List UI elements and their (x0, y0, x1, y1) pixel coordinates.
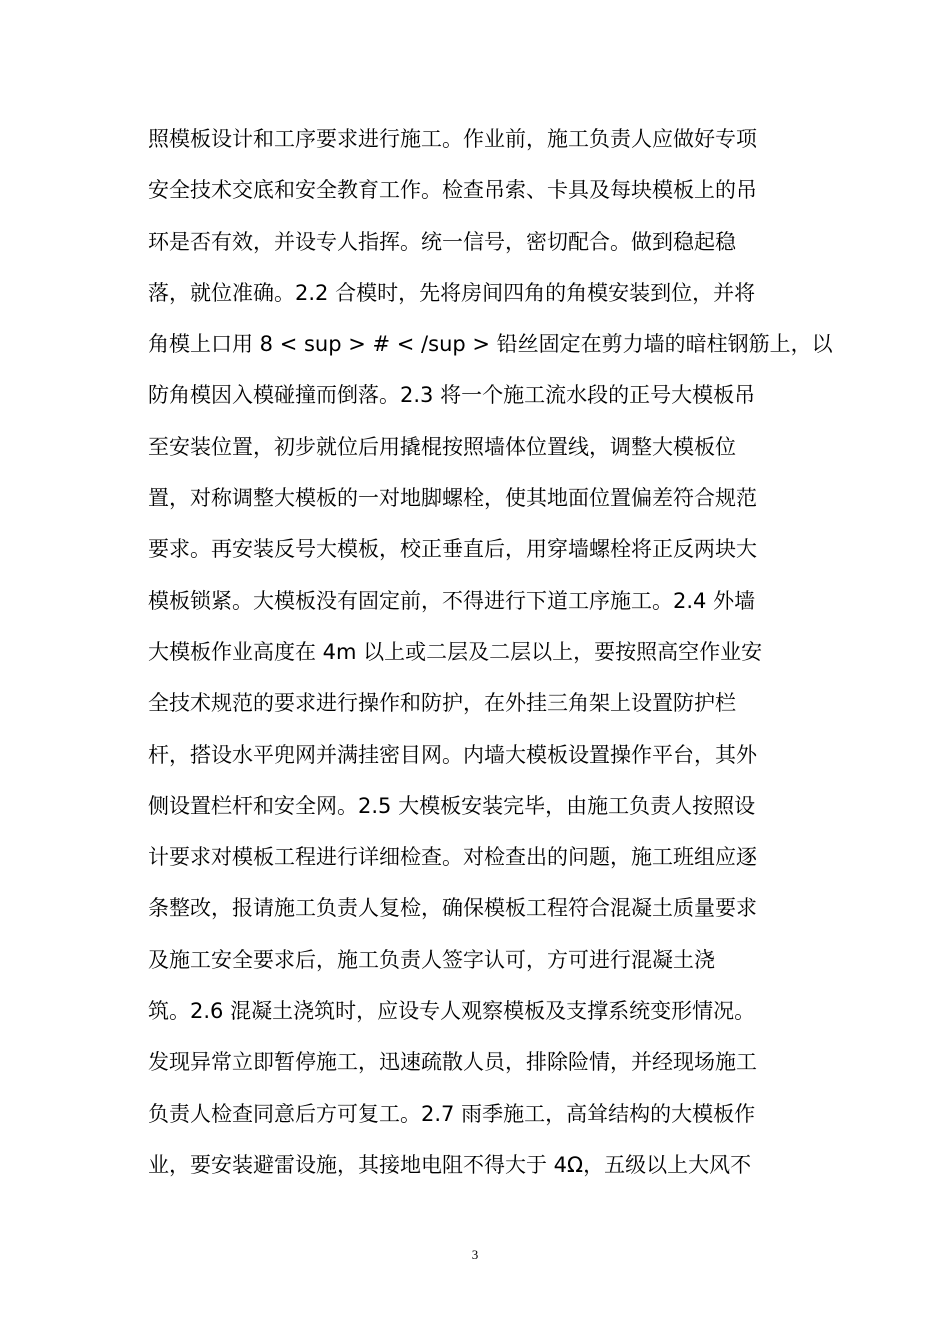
text-line-18: 筑。2.6 混凝土浇筑时，应设专人观察模板及支撑系统变形情况。 (148, 999, 756, 1024)
text-line-5: 角模上口用 8 < sup > # < /sup > 铅丝固定在剪力墙的暗柱钢筋上，以 (148, 332, 833, 357)
text-line-7: 至安装位置，初步就位后用撬棍按照墙体位置线，调整大模板位 (148, 434, 736, 459)
text-line-12: 全技术规范的要求进行操作和防护，在外挂三角架上设置防护栏 (148, 691, 736, 716)
text-line-15: 计要求对模板工程进行详细检查。对检查出的问题，施工班组应逐 (148, 845, 757, 870)
text-line-16: 条整改，报请施工负责人复检，确保模板工程符合混凝土质量要求 (148, 896, 757, 921)
text-line-10: 模板锁紧。大模板没有固定前，不得进行下道工序施工。2.4 外墙 (148, 588, 756, 613)
text-line-21: 业，要安装避雷设施，其接地电阻不得大于 4Ω，五级以上大风不 (148, 1152, 752, 1177)
text-line-14: 侧设置栏杆和安全网。2.5 大模板安装完毕，由施工负责人按照设 (148, 793, 756, 818)
body-text (148, 114, 833, 1191)
text-line-3: 环是否有效，并设专人指挥。统一信号，密切配合。做到稳起稳 (148, 229, 736, 254)
page-number: 3 (471, 1247, 479, 1262)
text-line-8: 置，对称调整大模板的一对地脚螺栓，使其地面位置偏差符合规范 (148, 486, 757, 511)
text-line-20: 负责人检查同意后方可复工。2.7 雨季施工，高耸结构的大模板作 (148, 1101, 756, 1126)
text-line-4: 落，就位准确。2.2 合模时，先将房间四角的角模安装到位，并将 (148, 280, 756, 305)
text-line-19: 发现异常立即暂停施工，迅速疏散人员，排除险情，并经现场施工 (148, 1050, 757, 1075)
text-line-11: 大模板作业高度在 4m 以上或二层及二层以上，要按照高空作业安 (148, 639, 763, 664)
text-line-9: 要求。再安装反号大模板，校正垂直后，用穿墙螺栓将正反两块大 (148, 537, 757, 562)
text-line-17: 及施工安全要求后，施工负责人签字认可，方可进行混凝土浇 (148, 947, 715, 972)
text-line-2: 安全技术交底和安全教育工作。检查吊索、卡具及每块模板上的吊 (148, 178, 757, 203)
text-line-6: 防角模因入模碰撞而倒落。2.3 将一个施工流水段的正号大模板吊 (148, 383, 756, 408)
text-line-13: 杆，搭设水平兜网并满挂密目网。内墙大模板设置操作平台，其外 (148, 742, 757, 767)
text-line-1: 照模板设计和工序要求进行施工。作业前，施工负责人应做好专项 (148, 127, 757, 151)
